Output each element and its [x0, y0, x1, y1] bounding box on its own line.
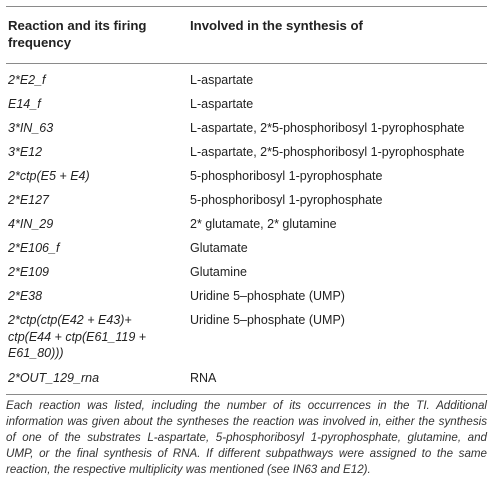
reaction-cell: 3*IN_63 [8, 121, 54, 135]
data-table [6, 6, 487, 395]
header-reaction-line1: Reaction and its firing [8, 18, 147, 33]
reaction-cell: 2*OUT_129_rna [8, 370, 100, 385]
synthesis-cell: L-aspartate [190, 73, 254, 87]
reaction-line: E61_80))) [8, 346, 64, 360]
reaction-cell: 4*IN_29 [8, 217, 54, 231]
reaction-cell: 2*ctp(E5 + E4) [8, 169, 90, 183]
reaction-cell: E14_f [8, 97, 41, 111]
synthesis-cell: L-aspartate, 2*5-phosphoribosyl 1-pyrophosphate [190, 145, 465, 159]
table-bottom-rule [6, 394, 487, 395]
table-header [6, 7, 487, 63]
reaction-cell: 2*E106_f [8, 241, 60, 255]
table-row [6, 260, 487, 284]
synthesis-cell: RNA [190, 370, 217, 385]
table-footnote: Each reaction was listed, including the number of its occurrences in the TI. Additional information was given about the syntheses the reaction was involved in, either the synthesis of one of the substrates L-aspartate, 5-phosphoribosyl 1-pyrophosphate, glutamine, and UMP, or the final synthesis of RNA. If different subpathways were assigned to the same reaction, the respective multiplicity was mentioned (see IN63 and E12). [6, 399, 487, 476]
synthesis-cell: 5-phosphoribosyl 1-pyrophosphate [190, 193, 383, 207]
synthesis-cell: L-aspartate, 2*5-phosphoribosyl 1-pyrophosphate [190, 121, 465, 135]
header-synthesis: Involved in the synthesis of [190, 18, 363, 33]
synthesis-cell: 5-phosphoribosyl 1-pyrophosphate [190, 169, 383, 183]
table-row [6, 308, 487, 366]
table-row [6, 68, 487, 92]
header-reaction-line2: frequency [8, 35, 72, 50]
header-reaction [6, 17, 190, 51]
synthesis-cell: Glutamine [190, 265, 247, 279]
reaction-cell: 2*E127 [8, 193, 50, 207]
reaction-line: ctp(E44 + ctp(E61_119 + [8, 329, 147, 344]
reaction-line: 2*ctp(ctp(E42 + E43)+ [8, 313, 132, 327]
synthesis-cell: L-aspartate [190, 97, 254, 111]
synthesis-cell: Glutamate [190, 241, 248, 255]
table-row [6, 164, 487, 188]
table-row [6, 212, 487, 236]
synthesis-cell: Uridine 5–phosphate (UMP) [190, 289, 345, 303]
table-row [6, 236, 487, 260]
reaction-cell: 2*E38 [8, 289, 43, 303]
synthesis-cell: 2* glutamate, 2* glutamine [190, 217, 337, 231]
reaction-cell: 2*E109 [8, 265, 50, 279]
reaction-cell: 2*E2_f [8, 73, 46, 87]
table-row [6, 116, 487, 140]
synthesis-cell: Uridine 5–phosphate (UMP) [190, 313, 345, 327]
table-row [6, 92, 487, 116]
table-row [6, 284, 487, 308]
table-row [6, 366, 487, 390]
reaction-cell [6, 312, 190, 362]
table-row [6, 140, 487, 164]
reaction-cell: 3*E12 [8, 145, 43, 159]
table-row [6, 188, 487, 212]
table-body [6, 64, 487, 394]
